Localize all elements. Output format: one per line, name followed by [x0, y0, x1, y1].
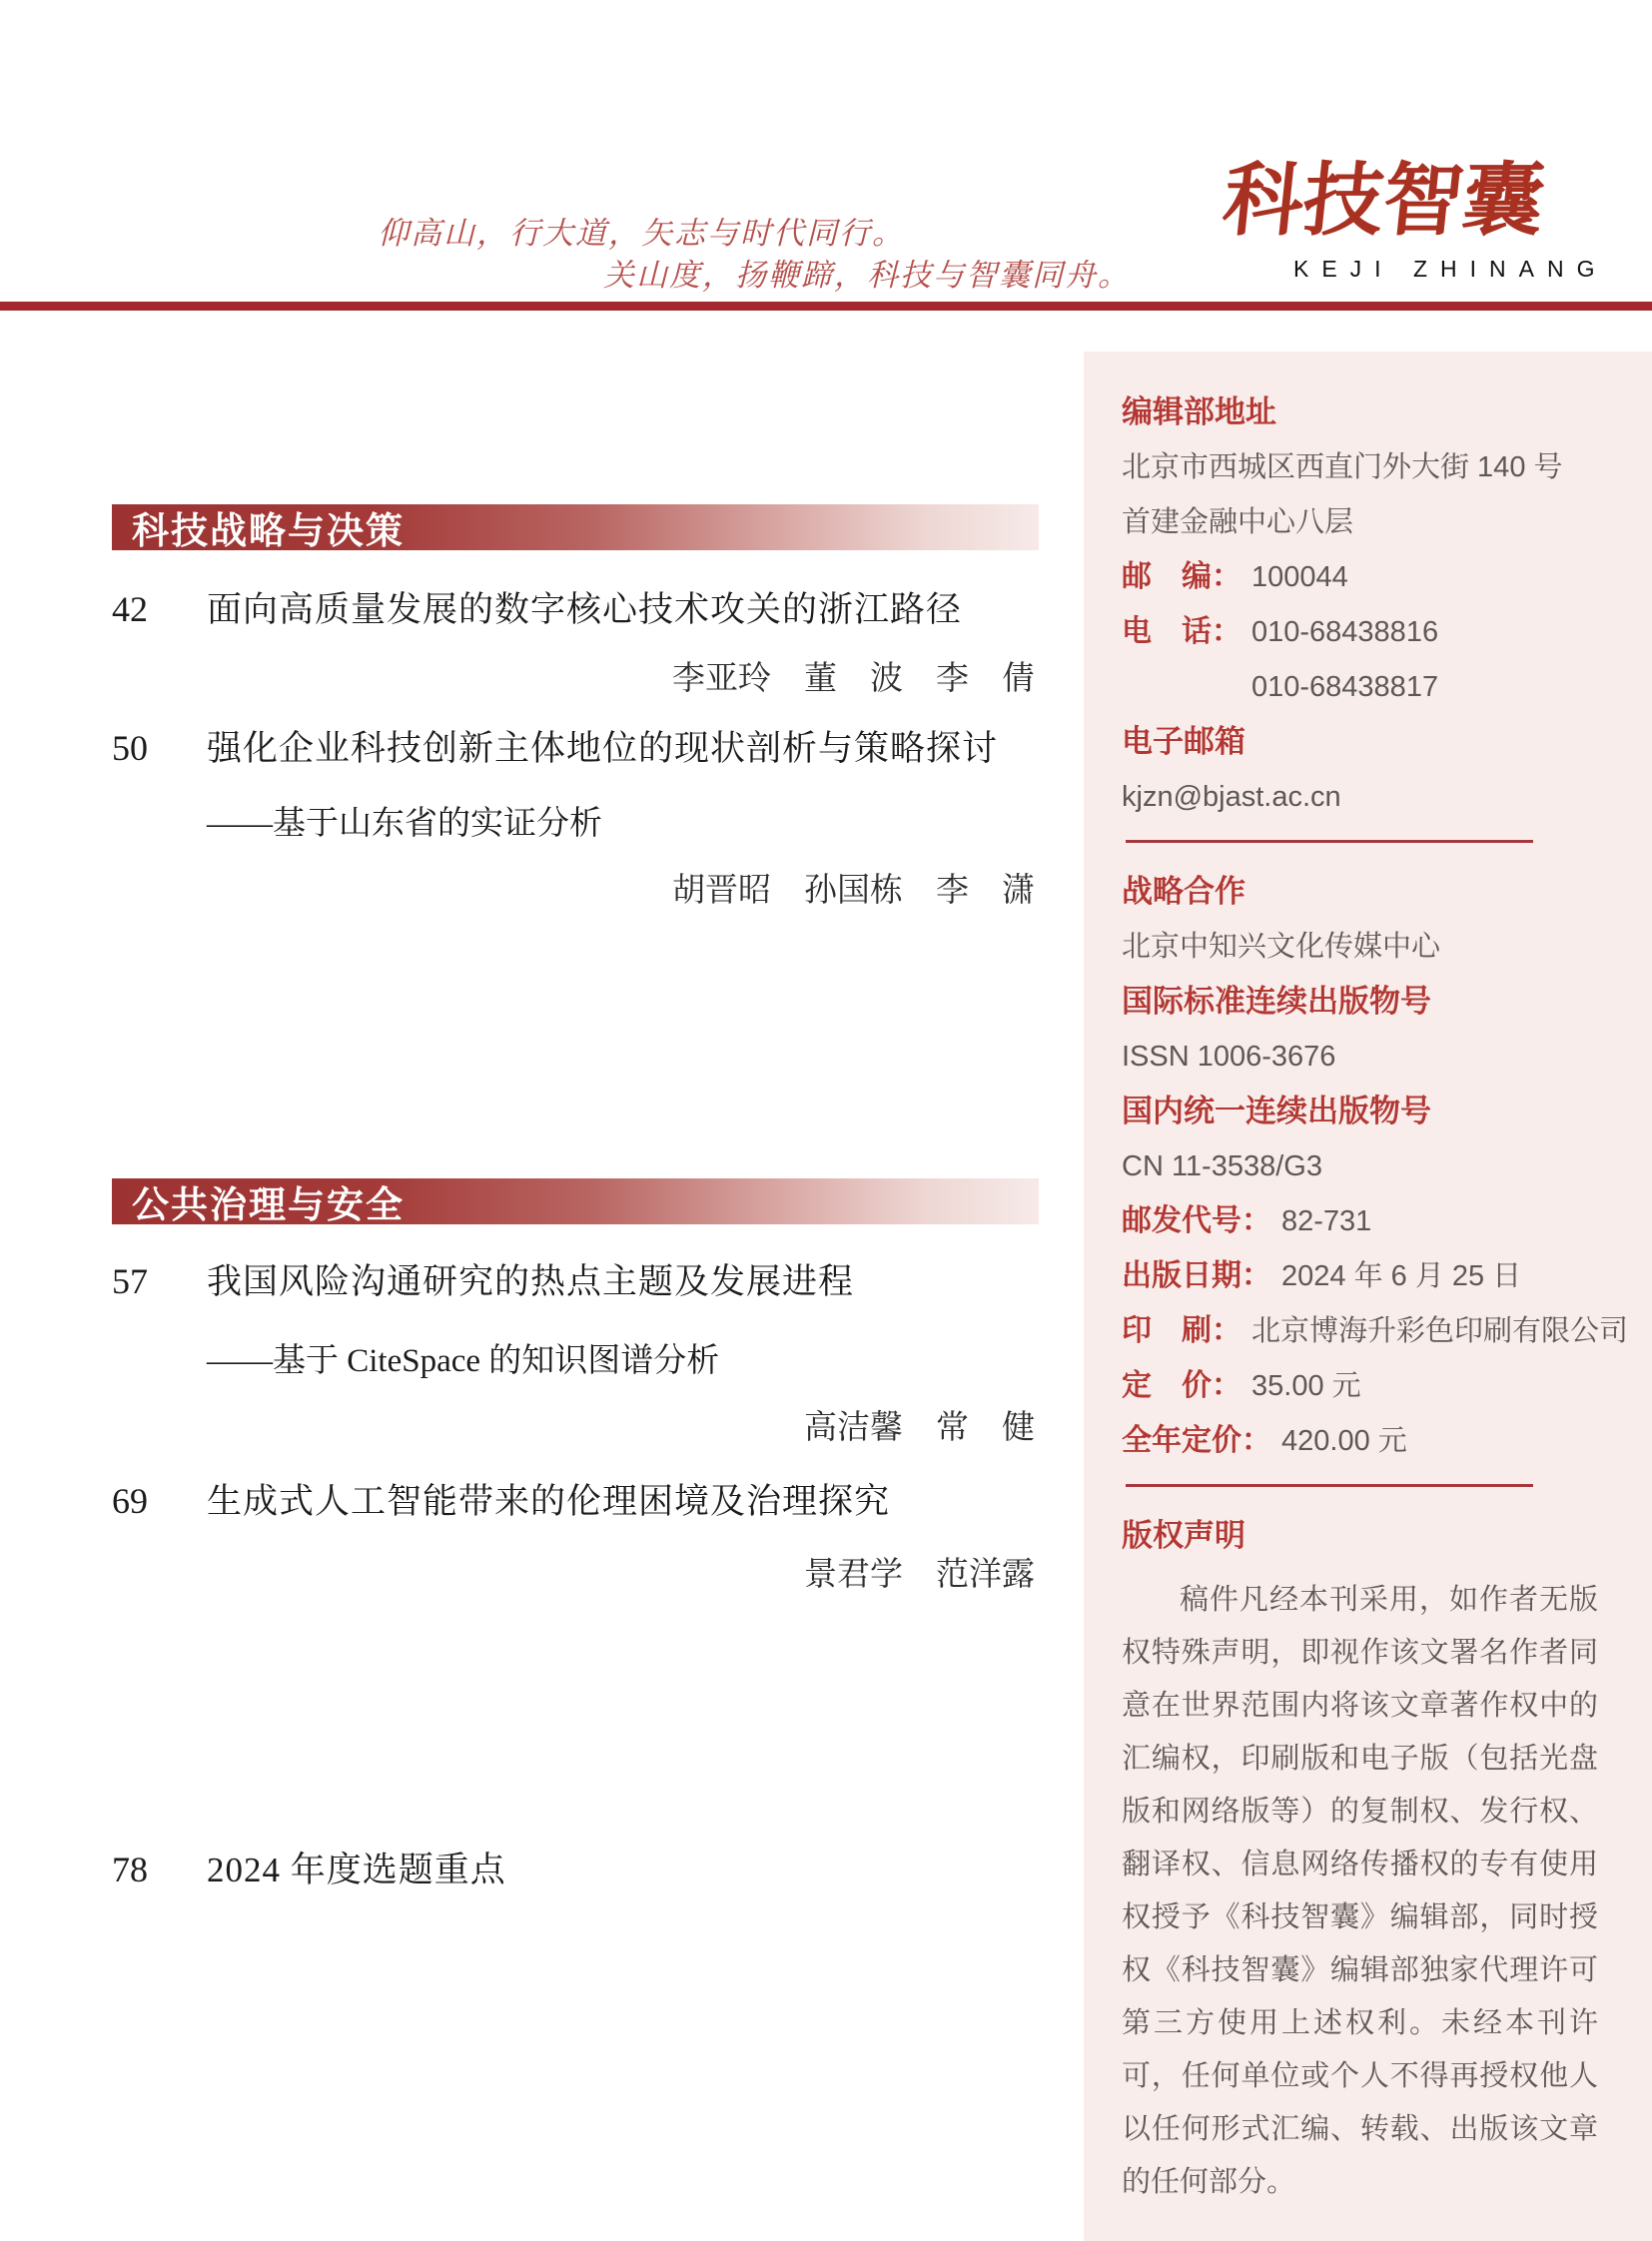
printer-value: 北京博海升彩色印刷有限公司 [1251, 1315, 1629, 1347]
address-line-2: 首建金融中心八层 [1122, 506, 1354, 538]
price-label: 定 价： [1122, 1369, 1241, 1402]
entry-authors: 高洁馨 常 健 [804, 1410, 1035, 1446]
entry-title: 2024 年度选题重点 [207, 1851, 506, 1889]
postcode-label: 邮 编： [1122, 560, 1241, 593]
toc-entry [112, 582, 1039, 632]
entry-title: 面向高质量发展的数字核心技术攻关的浙江路径 [207, 590, 963, 629]
pub-date-value: 2024 年 6 月 25 日 [1281, 1260, 1522, 1292]
slogan-line-1: 仰高山，行大道，矢志与时代同行。 [378, 216, 905, 251]
pub-date-label: 出版日期： [1122, 1259, 1271, 1292]
entry-authors: 景君学 范洋露 [804, 1557, 1035, 1593]
toc-entry-special [112, 1843, 1039, 1892]
entry-page-number: 50 [112, 728, 148, 768]
phone-label: 电 话： [1122, 615, 1241, 648]
phone-value-2: 010-68438817 [1251, 671, 1439, 703]
entry-subtitle: ——基于 CiteSpace 的知识图谱分析 [207, 1343, 720, 1379]
section-band-public-governance [112, 1178, 1039, 1224]
email-value: kjzn@bjast.ac.cn [1122, 781, 1341, 813]
phone-row [1122, 615, 1598, 704]
entry-authors: 李亚玲 董 波 李 倩 [672, 661, 1035, 697]
issn-heading: 国际标准连续出版物号 [1122, 984, 1431, 1019]
address-line-1: 北京市西城区西直门外大街 140 号 [1122, 451, 1563, 483]
entry-authors: 胡晋昭 孙国栋 李 潇 [672, 873, 1035, 909]
price-row [1122, 1369, 1598, 1403]
postal-code-value: 82-731 [1281, 1205, 1372, 1237]
entry-title: 我国风险沟通研究的热点主题及发展进程 [207, 1262, 855, 1301]
postcode-value: 100044 [1251, 561, 1348, 593]
entry-title: 生成式人工智能带来的伦理困境及治理探究 [207, 1482, 891, 1521]
printer-label: 印 刷： [1122, 1314, 1241, 1347]
copyright-body: 稿件凡经本刊采用，如作者无版权特殊声明，即视作该文署名作者同意在世界范围内将该文章著作权中的汇编权，印刷版和电子版（包括光盘版和网络版等）的复制权、发行权、翻译权、信息网络传播权的专有使用权授予《科技智囊》编辑部，同时授权《科技智囊》编辑部独家代理许可第三方使用上述权利。未经本刊许可，任何单位或个人不得再授权他人以任何形式汇编、转载、出版该文章的任何部分。 [1122, 1584, 1598, 2198]
address-heading: 编辑部地址 [1122, 394, 1276, 429]
price-value: 35.00 元 [1251, 1370, 1361, 1402]
postcode-row [1122, 560, 1598, 594]
toc-entry [112, 721, 1039, 771]
email-heading: 电子邮箱 [1122, 724, 1245, 759]
issn-value: ISSN 1006-3676 [1122, 1041, 1336, 1073]
cn-value: CN 11-3538/G3 [1122, 1150, 1322, 1182]
table-of-contents [112, 504, 1039, 1892]
postal-code-label: 邮发代号： [1122, 1204, 1271, 1237]
entry-title: 强化企业科技创新主体地位的现状剖析与策略探讨 [207, 729, 999, 768]
journal-logo-title: 科技智囊 [1219, 158, 1548, 246]
annual-price-value: 420.00 元 [1281, 1425, 1407, 1457]
phone-values [1241, 615, 1438, 704]
annual-price-label: 全年定价： [1122, 1424, 1271, 1457]
panel-divider [1126, 840, 1533, 843]
journal-logo [1219, 150, 1608, 283]
cn-heading: 国内统一连续出版物号 [1122, 1094, 1431, 1128]
annual-price-row [1122, 1424, 1598, 1458]
section-title: 公共治理与安全 [132, 1184, 405, 1225]
panel-divider [1126, 1484, 1533, 1487]
toc-entry [112, 1474, 1039, 1524]
entry-page-number: 42 [112, 589, 148, 629]
phone-value-1: 010-68438816 [1251, 616, 1439, 648]
section-band-tech-strategy [112, 504, 1039, 550]
header-rule [0, 302, 1652, 311]
entry-page-number: 78 [112, 1850, 148, 1889]
entry-page-number: 57 [112, 1261, 148, 1301]
publication-info-panel [1084, 352, 1652, 2241]
pub-date-row [1122, 1259, 1598, 1293]
slogan-line-2: 关山度，扬鞭蹄，科技与智囊同舟。 [603, 258, 1131, 293]
entry-subtitle: ——基于山东省的实证分析 [207, 806, 602, 842]
toc-entry [112, 1254, 1039, 1304]
copyright-heading: 版权声明 [1122, 1518, 1245, 1553]
printer-row [1122, 1314, 1629, 1348]
postal-code-row [1122, 1204, 1598, 1238]
partner-heading: 战略合作 [1122, 874, 1245, 909]
section-title: 科技战略与决策 [132, 510, 405, 551]
journal-logo-subtitle: KEJI ZHINANG [1293, 256, 1608, 282]
partner-value: 北京中知兴文化传媒中心 [1122, 931, 1441, 963]
entry-page-number: 69 [112, 1481, 148, 1521]
